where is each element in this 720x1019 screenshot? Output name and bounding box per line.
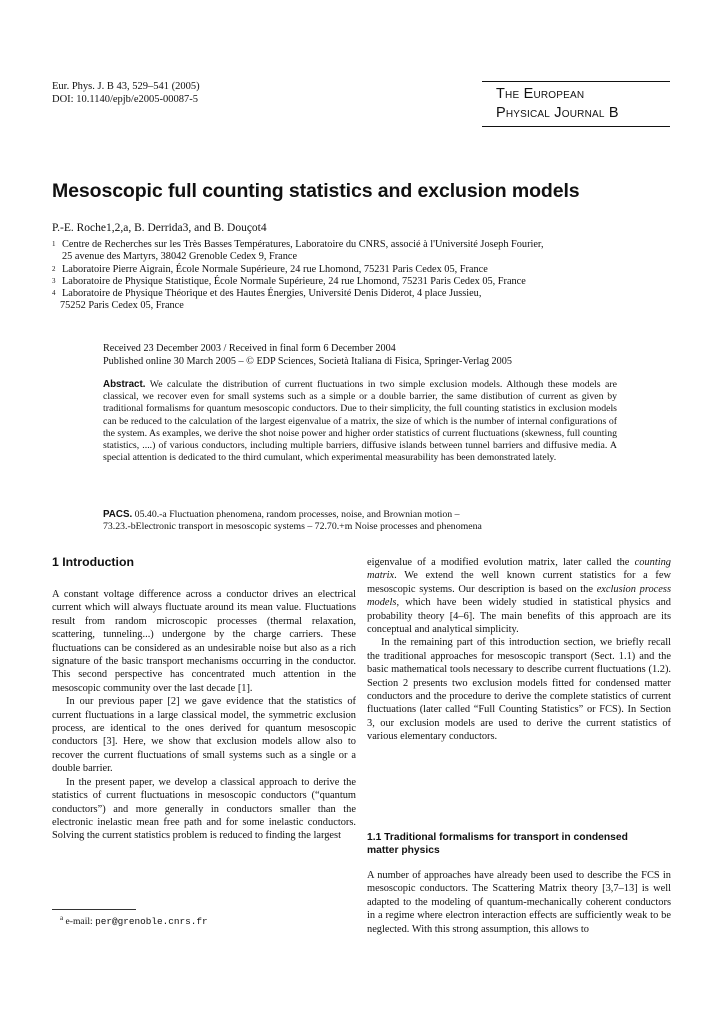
paragraph: A number of approaches have already been used to describe the FCS in mesoscopic conductors. The Scattering Matrix theory [3,7–13] is well adapted to the modeling of quantum-mechanically coherent conductors in a regime where electron interaction effects are sufficiently weak to be neglected. With this strong assumption, this allows to [367, 870, 671, 935]
journal-logo [482, 81, 670, 127]
affiliation-4-cont: 75252 Paris Cedex 05, France [60, 300, 184, 312]
citation-line: Eur. Phys. J. B 43, 529–541 (2005) [52, 81, 200, 92]
journal-name-line2: Physical Journal B [496, 105, 619, 121]
pacs-label: PACS. [103, 509, 133, 520]
affiliation-3: 3 Laboratoire de Physique Statistique, École Normale Supérieure, 24 rue Lhomond, 75231 Paris Cedex 05, France [52, 275, 526, 287]
published-date: Published online 30 March 2005 – © EDP Sciences, Società Italiana di Fisica, Springer-Verlag 2005 [103, 356, 512, 367]
footnote-mark: a [60, 914, 64, 922]
right-column [367, 556, 671, 744]
footnote-label: e-mail: [65, 916, 96, 928]
journal-citation [52, 80, 200, 106]
pacs-line1: 05.40.-a Fluctuation phenomena, random processes, noise, and Brownian motion – [134, 509, 460, 520]
email-address: per@grenoble.cnrs.fr [95, 916, 208, 928]
subsection-heading: 1.1 Traditional formalisms for transport in condensed matter physics [367, 832, 628, 857]
left-column [52, 588, 356, 843]
footnote [60, 914, 208, 927]
footnote-divider [52, 909, 136, 910]
pacs-line2: 73.23.-bElectronic transport in mesoscopic systems – 72.70.+m Noise processes and phenomena [103, 521, 482, 533]
affiliation-1-cont: 25 avenue des Martyrs, 38042 Grenoble Cedex 9, France [62, 251, 298, 263]
emphasis: counting matrix [367, 557, 671, 582]
affiliation-4: 4 Laboratoire de Physique Théorique et des Hautes Énergies, Université Denis Diderot, 4 place Jussieu, [52, 288, 482, 300]
paragraph: eigenvalue of a modified evolution matrix, later called the counting matrix. We extend the well known current statistics for a few mesoscopic systems. Our description is based on the exclusion process models, which have been widely studied in statistical physics and probability theory [4–6]. The main benefits of this approach are its conceptual and analytical simplicity. [367, 557, 671, 636]
abstract-text: We calculate the distribution of current fluctuations in two simple exclusion models. Although these models are classical, we recover even for small systems such as a simple or a double barrier, the same distibution of current as given by traditional formalisms for quantum mesoscopic conductors. Due to their simplicity, the full counting statistics in exclusion models can be reduced to the calculation of the largest eigenvalue of a matrix, the size of which is the number of internal configurations of the system. As examples, we derive the shot noise power and higher order statistics of current fluctuations (skewness, full counting statistics, ....) of various conductors, including multiple barriers, diffusive islands between tunnel barriers and diffusive media. A special attention is dedicated to the third cumulant, which experimental measurability has been demonstrated lately. [103, 379, 617, 464]
abstract-label: Abstract. [103, 379, 146, 390]
paragraph: In the remaining part of this introduction section, we briefly recall the traditional approaches for mesoscopic transport (Sect. 1.1) and the basic mathematical tools necessary to describe current fluctuations (1.2). Section 2 presents two exclusion models fitted for condensed matter conductors and the procedure to derive the complete statistics of current fluctuations (later called “Full Counting Statistics” or FCS). In Section 3, our exclusion models are used to derive the current statistics of various elementary conductors. [367, 637, 671, 743]
affiliation-2: 2 Laboratoire Pierre Aigrain, École Normale Supérieure, 24 rue Lhomond, 75231 Paris Cedex 05, France [52, 263, 488, 275]
paper-title: Mesoscopic full counting statistics and exclusion models [52, 180, 580, 202]
author-list [52, 222, 267, 234]
paragraph: In the present paper, we develop a classical approach to derive the statistics of current fluctuations in mesoscopic conductors (“quantum conductors”) and more generally in conductors smaller than the electronic inelastic mean free path and for some inelastic conductors. Solving the current statistics problem is reduced to finding the largest [52, 776, 356, 842]
author-names: P.-E. Roche1,2,a, B. Derrida3, and B. Douçot4 [52, 222, 267, 234]
paragraph: A constant voltage difference across a conductor drives an electrical current which will always fluctuate around its mean value. Fluctuations result from random microscopic processes (thermal relaxation, scattering, tunneling...) undergone by the charge carriers. These fluctuations can be considered as an undesirable noise but also as a rich signature of the basic transport mechanisms occurring in the conductor. This second perspective has concentrated much attention in the mesoscopic community over the last decade [1]. [52, 589, 356, 694]
received-date: Received 23 December 2003 / Received in final form 6 December 2004 [103, 343, 396, 354]
affiliation-1: 1 Centre de Recherches sur les Très Basses Températures, Laboratoire du CNRS, associé à l'Université Joseph Fourier, [52, 239, 544, 250]
section-heading-introduction: 1 Introduction [52, 555, 134, 569]
emphasis: exclusion process models [367, 583, 671, 609]
right-column-continued [367, 869, 671, 936]
abstract [103, 379, 617, 464]
affiliations [52, 239, 672, 313]
doi-line: DOI: 10.1140/epjb/e2005-00087-5 [52, 94, 199, 105]
pacs-codes [103, 509, 623, 533]
publication-dates [103, 342, 512, 368]
journal-name-line1: The European [496, 86, 585, 102]
paragraph: In our previous paper [2] we gave evidence that the statistics of current fluctuations in a large classical model, the symmetric exclusion process, are identical to the ones derived for quantum mesoscopic conductors [3]. Here, we show that exclusion models allow also to recover the current fluctuations of small systems such as a single or a double barrier. [52, 696, 356, 775]
